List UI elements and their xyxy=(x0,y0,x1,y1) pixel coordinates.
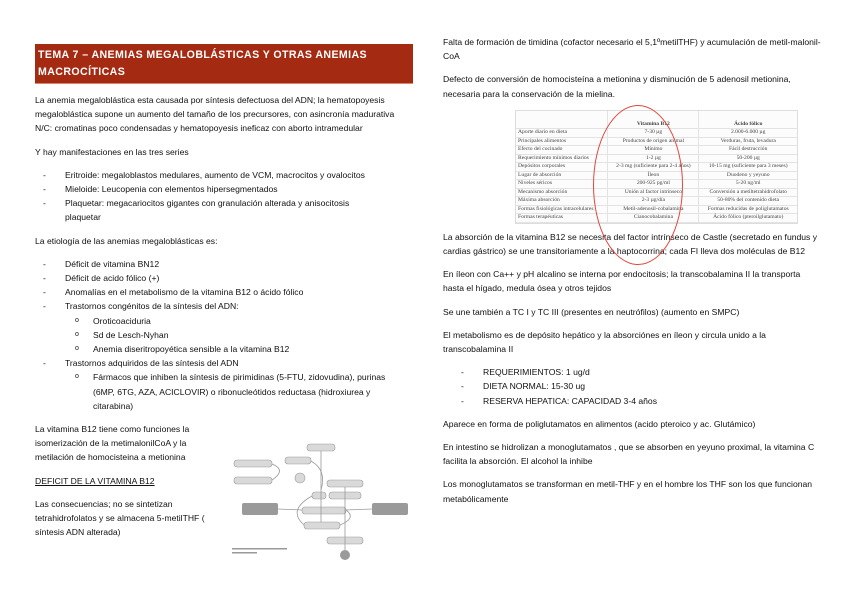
requirements-list xyxy=(443,365,823,408)
right-column xyxy=(443,35,823,515)
tc-paragraph: Se une también a TC I y TC III (presentes en neutrófilos) (aumento en SMPC) xyxy=(443,306,740,317)
table-cell: 1-2 µg xyxy=(608,154,699,163)
absorption-paragraph: La absorción de la vitamina B12 se necesita del factor intrínseco de Castle (secretado en fundus y cardias gástrico) se une transitoriamente a la haptocorrina; cada FI lleva dos moléculas de B12 xyxy=(443,231,818,257)
table-cell: Fácil destrucción xyxy=(699,146,797,155)
table-header: Ácido fólico xyxy=(699,111,797,129)
list-item: o Sd de Lesch-Nyhan xyxy=(73,328,413,342)
table-cell: Principales alimentos xyxy=(516,137,608,146)
table-row xyxy=(516,188,797,197)
series-intro: Y hay manifestaciones en las tres series xyxy=(35,146,189,157)
table-cell: Mínimo xyxy=(608,146,699,155)
table-cell: 200-925 pg/ml xyxy=(608,180,699,189)
series-list xyxy=(35,168,413,225)
table-cell: Mecanismo absorción xyxy=(516,188,608,197)
metabolism-paragraph: El metabolismo es de depósito hepático y la absorciónes en íleon y circula unido a la transcobalamina II xyxy=(443,329,766,355)
table-cell: 50-80% del contenido dieta xyxy=(699,197,797,206)
table-row xyxy=(516,180,797,189)
table-row xyxy=(516,129,797,138)
table-cell: Lugar de absorción xyxy=(516,171,608,180)
monoglutamates-paragraph: Los monoglutamatos se transforman en metil-THF y en el hombre los THF son los que funcionan metabólicamente xyxy=(443,479,813,504)
table-cell: 10-15 mg (suficiente para 3 meses) xyxy=(699,163,797,172)
list-item: - Anomalías en el metabolismo de la vitamina B12 o ácido fólico xyxy=(35,285,413,299)
etiology-intro: La etiología de las anemias megaloblásticas es: xyxy=(35,235,218,246)
table-cell: Duodeno y yeyuno xyxy=(699,171,797,180)
list-item: - Déficit de vitamina BN12 xyxy=(35,257,413,271)
etiology-list xyxy=(35,257,413,314)
list-item: - DIETA NORMAL: 15-30 ug xyxy=(453,379,823,393)
list-item: - Eritroide: megaloblastos medulares, aumento de VCM, macrocitos y ovalocitos xyxy=(35,168,413,182)
table-cell: Ácido fólico (pteroilglutamato) xyxy=(699,214,797,223)
table-cell: 2-3 mg (suficiente para 2-4 años) xyxy=(608,163,699,172)
acquired-sub-list xyxy=(35,370,413,413)
b12-folate-comparison-table xyxy=(515,110,798,224)
list-item: - REQUERIMIENTOS: 1 ug/d xyxy=(453,365,823,379)
table-cell: Aporte diario en dieta xyxy=(516,129,608,138)
table-cell: Unión al factor intrínseco xyxy=(608,188,699,197)
intro-paragraph: La anemia megaloblástica esta causada por síntesis defectuosa del ADN; la hematopoyesis megaloblástica supone un aumento del tamaño de los precursores, con asincronía madurativa N/C: cromatinas poco condensadas y hematopoyesis ineficaz con aborto intramedular xyxy=(35,95,395,134)
table-cell: 2-3 µg/día xyxy=(608,197,699,206)
list-item: - RESERVA HEPATICA: CAPACIDAD 3-4 años xyxy=(453,394,823,408)
table-row xyxy=(516,146,797,155)
table-row xyxy=(516,171,797,180)
page-title: TEMA 7 – ANEMIAS MEGALOBLÁSTICAS Y OTRAS ANEMIAS MACROCÍTICAS xyxy=(35,44,413,84)
table-cell: Formas fisiológicas intracelulares xyxy=(516,205,608,214)
homocysteine-paragraph: Defecto de conversión de homocisteína a metionina y disminución de 5 adenosil metionina, necesaria para la conservación de la mielina. xyxy=(443,74,791,99)
list-item: - Trastornos congénitos de la síntesis del ADN: xyxy=(35,299,413,313)
list-item: o Fármacos que inhiben la síntesis de pirimidinas (5-FTU, zidovudina), purinas (6MP, 6TG, AZA, ACICLOVIR) o ribonucleótidos reductasa (hidroxiurea y citarabina) xyxy=(73,370,413,413)
list-item: o Anemia diseritropoyética sensible a la vitamina B12 xyxy=(73,342,413,356)
list-item: - Mieloide: Leucopenia con elementos hipersegmentados xyxy=(35,182,413,196)
table-cell: Metil-adenosil-cobalamina xyxy=(608,205,699,214)
deficit-heading: DEFICIT DE LA VITAMINA B12 xyxy=(35,475,155,486)
table-cell: Máxima absorción xyxy=(516,197,608,206)
list-item: o Oroticoaciduria xyxy=(73,314,413,328)
table-cell: Formas terapéuticas xyxy=(516,214,608,223)
list-item: - Déficit de acido fólico (+) xyxy=(35,271,413,285)
table-cell: Cianocobalamina xyxy=(608,214,699,223)
table-header xyxy=(516,111,608,129)
table-cell: Formas reducidas de poliglutamatos xyxy=(699,205,797,214)
table-row xyxy=(516,163,797,172)
table-row xyxy=(516,154,797,163)
table-cell: Niveles séricos xyxy=(516,180,608,189)
table-cell: 5-20 ng/ml xyxy=(699,180,797,189)
table-header: Vitamina B12 xyxy=(608,111,699,129)
congenital-list xyxy=(35,314,413,357)
table-cell: 7-30 µg xyxy=(608,129,699,138)
acquired-list xyxy=(35,356,413,370)
table-cell: Conversión a metiltetrahidrofolato xyxy=(699,188,797,197)
table-cell: Productos de origen animal xyxy=(608,137,699,146)
intestine-paragraph: En intestino se hidrolizan a monoglutamatos , que se absorben en yeyuno proximal, la vitamina C facilita la absorción. El alcohol la inhibe xyxy=(443,442,815,467)
table-cell: Verduras, fruta, levadura xyxy=(699,137,797,146)
list-item: - Trastornos adquiridos de las síntesis del ADN xyxy=(35,356,413,370)
thymidine-paragraph: Falta de formación de timidina (cofactor necesario el 5,1ºmetilTHF) y acumulación de metil-malonil-CoA xyxy=(443,37,821,62)
table-row xyxy=(516,205,797,214)
list-item: - Plaquetar: megacariocitos gigantes con granulación alterada y anisocitosis plaquetar xyxy=(35,196,413,224)
table-row xyxy=(516,137,797,146)
table-cell: Íleon xyxy=(608,171,699,180)
consequences: Las consecuencias; no se sintetizan tetrahidrofolatos y se almacena 5-metilTHF ( síntesis ADN alterada) xyxy=(35,498,205,538)
b12-functions: La vitamina B12 tiene como funciones la isomerización de la metimalonilCoA y la metilación de homocisteina a metionina xyxy=(35,424,190,463)
table-cell: Requerimiento mínimos diarios xyxy=(516,154,608,163)
table-cell: Depósitos corporales xyxy=(516,163,608,172)
table-row xyxy=(516,214,797,223)
table-cell: 2.000-6.000 µg xyxy=(699,129,797,138)
table-row xyxy=(516,197,797,206)
table-cell: Efecto del cocinado xyxy=(516,146,608,155)
table-cell: 50-200 µg xyxy=(699,154,797,163)
polyglutamates-paragraph: Aparece en forma de poliglutamatos en alimentos (acido pteroico y ac. Glutámico) xyxy=(443,418,756,429)
folate-metabolism-diagram xyxy=(232,440,412,562)
ileon-paragraph: En íleon con Ca++ y pH alcalino se interna por endocitosis; la transcobalamina II la transporta hasta el hígado, medula ósea y otros tejidos xyxy=(443,269,801,294)
